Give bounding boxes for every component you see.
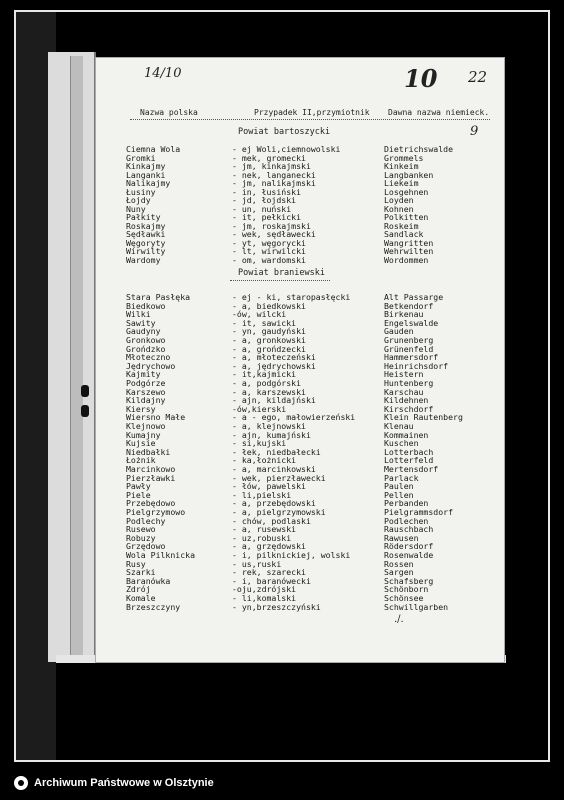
- german-name: Grunenberg: [384, 335, 434, 345]
- german-name: Kildehnen: [384, 395, 429, 406]
- genitive-adjective: - lt, wirwilcki: [232, 246, 306, 256]
- polish-name: Niedbałki: [126, 446, 171, 457]
- genitive-adjective: - si,kujski: [232, 438, 287, 449]
- german-name: Polkitten: [384, 212, 429, 222]
- german-name: Lotterbach: [384, 446, 434, 457]
- polish-name: Pałkity: [126, 212, 161, 222]
- genitive-adjective: - a, pielgrzymowski: [232, 507, 326, 517]
- table-row: [0, 256, 564, 265]
- polish-name: Kajmity: [126, 369, 161, 380]
- german-name: Rosenwalde: [384, 550, 434, 560]
- genitive-adjective: - in, łusiński: [232, 186, 302, 197]
- polish-name: Łusiny: [126, 186, 156, 197]
- genitive-adjective: - ajn, kumajński: [232, 429, 311, 440]
- genitive-adjective: - chów, podlaski: [232, 515, 311, 526]
- german-name: Mertensdorf: [384, 464, 439, 474]
- german-name: Dietrichswalde: [384, 144, 454, 154]
- genitive-adjective: - om, wardomski: [232, 254, 306, 265]
- end-mark: ./.: [394, 614, 404, 625]
- polish-name: Wardomy: [126, 254, 161, 265]
- genitive-adjective: - jm, nalikajmski: [232, 178, 316, 188]
- german-name: Hammersdorf: [384, 352, 439, 363]
- column-header-polish: Nazwa polska: [140, 108, 198, 117]
- genitive-adjective: - a, gronkowski: [232, 335, 306, 345]
- german-name: Alt Passarge: [384, 292, 444, 302]
- polish-name: Młoteczno: [126, 352, 171, 363]
- german-name: Rödersdorf: [384, 541, 434, 552]
- genitive-adjective: - it, sawicki: [232, 317, 297, 328]
- genitive-adjective: - jm, kinkajmski: [232, 161, 311, 171]
- polish-name: Langanki: [126, 169, 166, 180]
- polish-name: Kildajny: [126, 395, 166, 406]
- german-name: Langbanken: [384, 169, 434, 180]
- genitive-adjective: - i, baranówecki: [232, 575, 311, 586]
- polish-name: Rusy: [126, 558, 146, 569]
- german-name: Kinkeim: [384, 161, 419, 171]
- genitive-adjective: - us,ruski: [232, 558, 282, 569]
- genitive-adjective: - li,pielski: [232, 489, 292, 500]
- german-name: Heinrichsdorf: [384, 360, 449, 371]
- genitive-adjective: - it, pełkicki: [232, 212, 302, 222]
- genitive-adjective: - ajn, kildajński: [232, 395, 316, 406]
- german-name: Birkenau: [384, 309, 424, 320]
- german-name: Kuschen: [384, 438, 419, 449]
- archive-footer: [0, 766, 564, 800]
- genitive-adjective: - łek, niedbałecki: [232, 446, 321, 457]
- genitive-adjective: - yn, gaudyński: [232, 326, 306, 337]
- district-heading-bartoszycki: Powiat bartoszycki: [238, 127, 331, 137]
- german-name: Engelswalde: [384, 317, 439, 328]
- polish-name: Sawity: [126, 317, 156, 328]
- handwritten-mark: 9: [470, 124, 479, 139]
- genitive-adjective: -ów, wilcki: [232, 309, 287, 320]
- german-name: Rawusen: [384, 532, 419, 543]
- genitive-adjective: - nek, langanecki: [232, 169, 316, 180]
- german-name: Wordommen: [384, 254, 429, 265]
- genitive-adjective: -ów,kierski: [232, 403, 287, 414]
- polish-name: Grońdzko: [126, 343, 166, 354]
- polish-name: Nalikajmy: [126, 178, 171, 188]
- german-name: Sargen: [384, 567, 414, 578]
- polish-name: Szarki: [126, 567, 156, 578]
- german-name: Perbanden: [384, 498, 429, 509]
- polish-name: Pawły: [126, 481, 151, 492]
- german-name: Karschau: [384, 386, 424, 397]
- table-row: [0, 603, 564, 612]
- polish-name: Kiersy: [126, 403, 156, 414]
- german-name: Wehrwilten: [384, 246, 434, 256]
- polish-name: Jędrychowo: [126, 360, 176, 371]
- handwritten-number-left: 14/10: [144, 66, 182, 81]
- polish-name: Wiersno Małe: [126, 412, 186, 423]
- german-name: Kommainen: [384, 429, 429, 440]
- archive-name: Archiwum Państwowe w Olsztynie: [34, 777, 214, 789]
- polish-name: Wilki: [126, 309, 151, 320]
- genitive-adjective: - yt, węgorycki: [232, 237, 306, 248]
- genitive-adjective: - uz,robuski: [232, 532, 292, 543]
- german-name: Rossen: [384, 558, 414, 569]
- german-name: Kirschdorf: [384, 403, 434, 414]
- polish-name: Kumajny: [126, 429, 161, 440]
- german-name: Betkendorf: [384, 300, 434, 311]
- district-heading-braniewski: Powiat braniewski: [238, 268, 325, 278]
- genitive-adjective: -oju,zdrójski: [232, 584, 297, 595]
- genitive-adjective: - a, przebędowski: [232, 498, 316, 509]
- polish-name: Wola Pilknicka: [126, 550, 196, 560]
- genitive-adjective: - li,komalski: [232, 593, 297, 603]
- german-name: Schönsee: [384, 593, 424, 603]
- genitive-adjective: - a, grzędowski: [232, 541, 306, 552]
- polish-name: Nuny: [126, 203, 146, 214]
- column-header-german: Dawna nazwa niemieck.: [388, 108, 490, 117]
- german-name: Kohnen: [384, 203, 414, 214]
- genitive-adjective: - a, jędrychowski: [232, 360, 316, 371]
- genitive-adjective: - wek, pierzławecki: [232, 472, 326, 483]
- german-name: Parlack: [384, 472, 419, 483]
- polish-name: Podgórze: [126, 378, 166, 388]
- polish-name: Pierzławki: [126, 472, 176, 483]
- polish-name: Karszewo: [126, 386, 166, 397]
- polish-name: Łożnik: [126, 455, 156, 466]
- genitive-adjective: - a - ego, małowierzeński: [232, 412, 356, 423]
- polish-name: Biedkowo: [126, 300, 166, 311]
- genitive-adjective: - ej - ki, staropasłęcki: [232, 292, 351, 302]
- genitive-adjective: - wek, sędławecki: [232, 229, 316, 239]
- handwritten-number-right: 22: [468, 68, 488, 86]
- genitive-adjective: - ka,łożnicki: [232, 455, 297, 466]
- polish-name: Rusewo: [126, 524, 156, 535]
- polish-name: Podlechy: [126, 515, 166, 526]
- polish-name: Przebędowo: [126, 498, 176, 509]
- german-name: Podlechen: [384, 515, 429, 526]
- polish-name: Ciemna Wola: [126, 144, 181, 154]
- genitive-adjective: - mek, gromecki: [232, 152, 306, 163]
- genitive-adjective: - a, podgórski: [232, 378, 302, 388]
- german-name: Schafsberg: [384, 575, 434, 586]
- polish-name: Pielgrzymowo: [126, 507, 186, 517]
- german-name: Wangritten: [384, 237, 434, 248]
- german-name: Grommels: [384, 152, 424, 163]
- german-name: Roskeim: [384, 220, 419, 231]
- genitive-adjective: - jd, łojdski: [232, 195, 297, 205]
- polish-name: Gromki: [126, 152, 156, 163]
- polish-name: Komale: [126, 593, 156, 603]
- polish-name: Łojdy: [126, 195, 151, 205]
- genitive-adjective: - a, grońdzecki: [232, 343, 306, 354]
- polish-name: Baranówka: [126, 575, 171, 586]
- polish-name: Gaudyny: [126, 326, 161, 337]
- german-name: Klein Rautenberg: [384, 412, 463, 423]
- polish-name: Stara Pasłęka: [126, 292, 191, 302]
- german-name: Sandlack: [384, 229, 424, 239]
- column-header-case: Przypadek II,przymiotnik: [254, 108, 370, 117]
- german-name: Lotterfeld: [384, 455, 434, 466]
- genitive-adjective: - łów, pawelski: [232, 481, 306, 492]
- polish-name: Grzędowo: [126, 541, 166, 552]
- genitive-adjective: - it,kajmicki: [232, 369, 297, 380]
- genitive-adjective: - a, biedkowski: [232, 300, 306, 311]
- polish-name: Kinkajmy: [126, 161, 166, 171]
- polish-name: Klejnowo: [126, 421, 166, 431]
- german-name: Pielgrammsdorf: [384, 507, 454, 517]
- genitive-adjective: - ej Woli,ciemnowolski: [232, 144, 341, 154]
- german-name: Huntenberg: [384, 378, 434, 388]
- german-name: Heistern: [384, 369, 424, 380]
- german-name: Liekeim: [384, 178, 419, 188]
- genitive-adjective: - i, pilknickiej, wolski: [232, 550, 351, 560]
- polish-name: Piele: [126, 489, 151, 500]
- genitive-adjective: - un, nuński: [232, 203, 292, 214]
- german-name: Rauschbach: [384, 524, 434, 535]
- german-name: Gauden: [384, 326, 414, 337]
- district-rule: [230, 280, 330, 281]
- genitive-adjective: - a, rusewski: [232, 524, 297, 535]
- polish-name: Brzeszczyny: [126, 601, 181, 612]
- header-rule: [130, 119, 490, 120]
- german-name: Grünenfeld: [384, 343, 434, 354]
- polish-name: Wirwilty: [126, 246, 166, 256]
- archive-logo-icon: [14, 776, 28, 790]
- genitive-adjective: - yn,brzeszczyński: [232, 601, 321, 612]
- handwritten-number-center: 10: [404, 64, 438, 93]
- polish-name: Roskajmy: [126, 220, 166, 231]
- german-name: Schönborn: [384, 584, 429, 595]
- german-name: Paulen: [384, 481, 414, 492]
- polish-name: Marcinkowo: [126, 464, 176, 474]
- german-name: Klenau: [384, 421, 414, 431]
- german-name: Pellen: [384, 489, 414, 500]
- german-name: Schwillgarben: [384, 601, 449, 612]
- genitive-adjective: - rek, szarecki: [232, 567, 306, 578]
- polish-name: Gronkowo: [126, 335, 166, 345]
- polish-name: Węgoryty: [126, 237, 166, 248]
- polish-name: Zdrój: [126, 584, 151, 595]
- genitive-adjective: - a, karszewski: [232, 386, 306, 397]
- polish-name: Robuzy: [126, 532, 156, 543]
- polish-name: Sędławki: [126, 229, 166, 239]
- genitive-adjective: - a, młoteczeński: [232, 352, 316, 363]
- german-name: Losgehnen: [384, 186, 429, 197]
- genitive-adjective: - a, marcinkowski: [232, 464, 316, 474]
- genitive-adjective: - jm, roskajmski: [232, 220, 311, 231]
- genitive-adjective: - a, klejnowski: [232, 421, 306, 431]
- polish-name: Kujsie: [126, 438, 156, 449]
- german-name: Loyden: [384, 195, 414, 205]
